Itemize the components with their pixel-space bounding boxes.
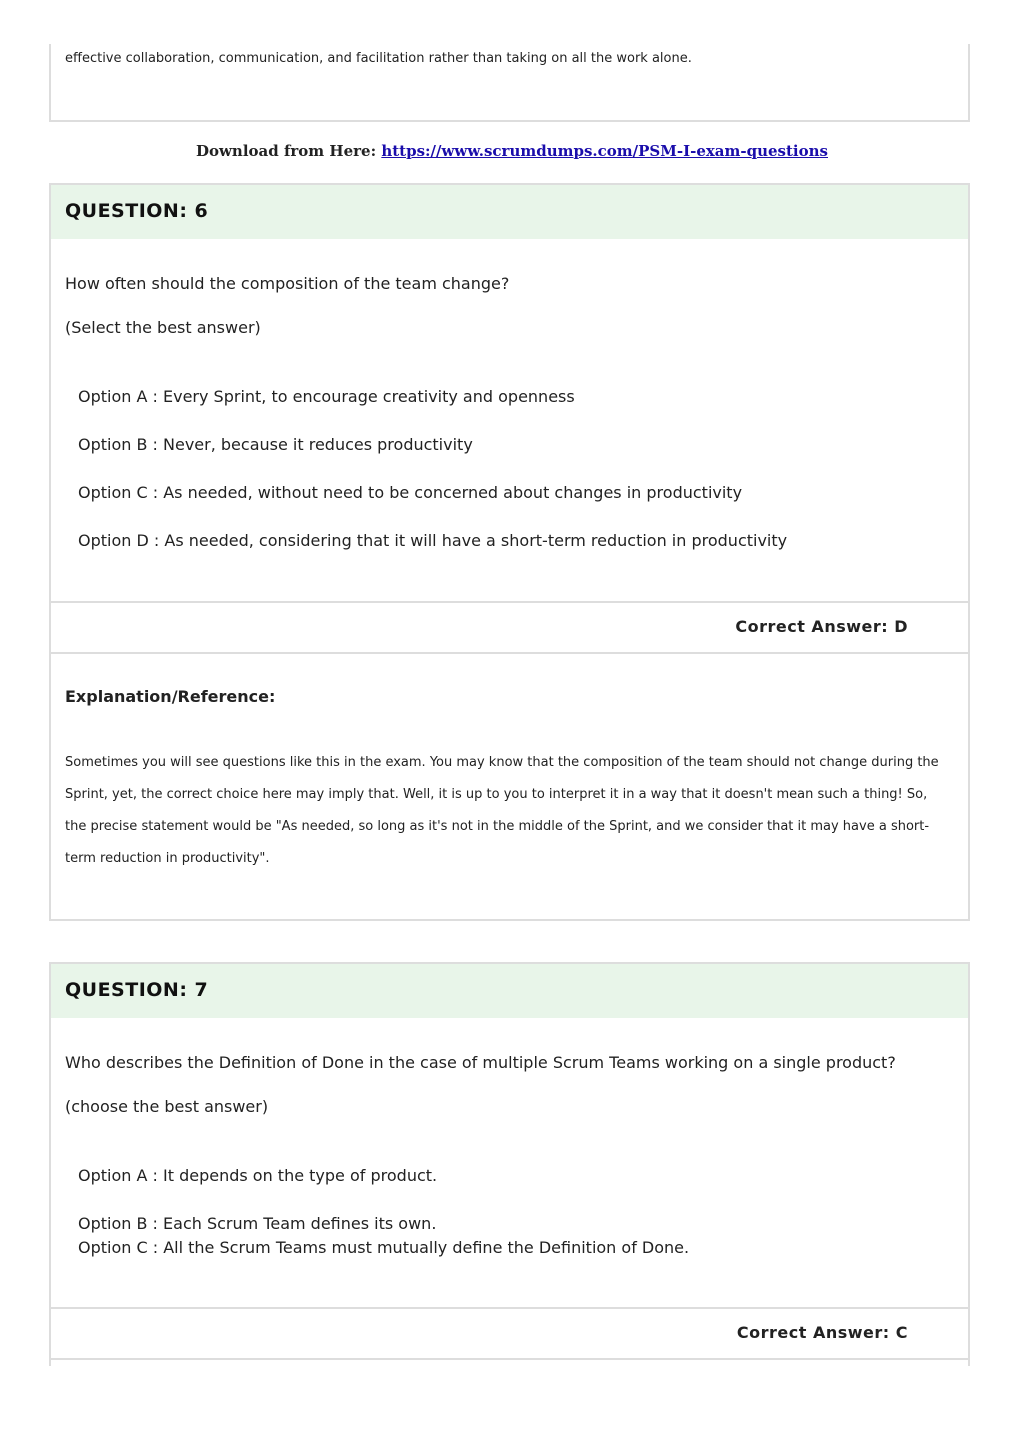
divider	[51, 1307, 968, 1309]
question-6-correct-answer: Correct Answer: D	[735, 617, 908, 636]
question-6-instruction: (Select the best answer)	[65, 318, 261, 337]
question-7-text: Who describes the Definition of Done in the case of multiple Scrum Teams working on a single product?	[65, 1053, 896, 1072]
question-6-card	[49, 183, 970, 921]
question-7-card	[49, 962, 970, 1366]
question-7-option-a: Option A : It depends on the type of product.	[78, 1166, 438, 1185]
download-label: Download from Here:	[195, 142, 382, 160]
previous-explanation-text: effective collaboration, communication, and facilitation rather than taking on all the work alone.	[65, 51, 692, 66]
question-6-option-b: Option B : Never, because it reduces productivity	[78, 435, 473, 454]
question-6-explanation-title: Explanation/Reference:	[65, 687, 276, 706]
question-6-title: QUESTION: 6	[65, 200, 209, 222]
download-link[interactable]: https://www.scrumdumps.com/PSM-I-exam-questions	[381, 142, 828, 160]
question-6-option-c: Option C : As needed, without need to be concerned about changes in productivity	[78, 483, 743, 502]
question-7-option-b: Option B : Each Scrum Team defines its own.	[78, 1214, 437, 1233]
question-7-correct-answer: Correct Answer: C	[736, 1323, 908, 1342]
divider	[51, 1358, 968, 1360]
question-6-text: How often should the composition of the team change?	[65, 274, 510, 293]
question-6-option-d: Option D : As needed, considering that it will have a short-term reduction in productivity	[78, 531, 788, 550]
download-line	[0, 142, 1024, 160]
question-7-option-c: Option C : All the Scrum Teams must mutually define the Definition of Done.	[78, 1238, 690, 1257]
question-6-option-a: Option A : Every Sprint, to encourage creativity and openness	[78, 387, 575, 406]
question-6-header	[51, 185, 968, 239]
question-7-header	[51, 964, 968, 1018]
divider	[51, 652, 968, 654]
question-7-title: QUESTION: 7	[65, 979, 209, 1001]
divider	[51, 601, 968, 603]
question-7-instruction: (choose the best answer)	[65, 1097, 269, 1116]
question-6-explanation-text: Sometimes you will see questions like this in the exam. You may know that the composition of the team should not change during the Sprint, yet, the correct choice here may imply that. Well, it is up to you to interpret it in a way that it doesn't mean such a thing! So, the precise statement would be "As needed, so long as it's not in the middle of the Sprint, and we consider that it may have a short-term reduction in productivity".	[65, 755, 939, 866]
previous-explanation-box	[49, 44, 970, 122]
